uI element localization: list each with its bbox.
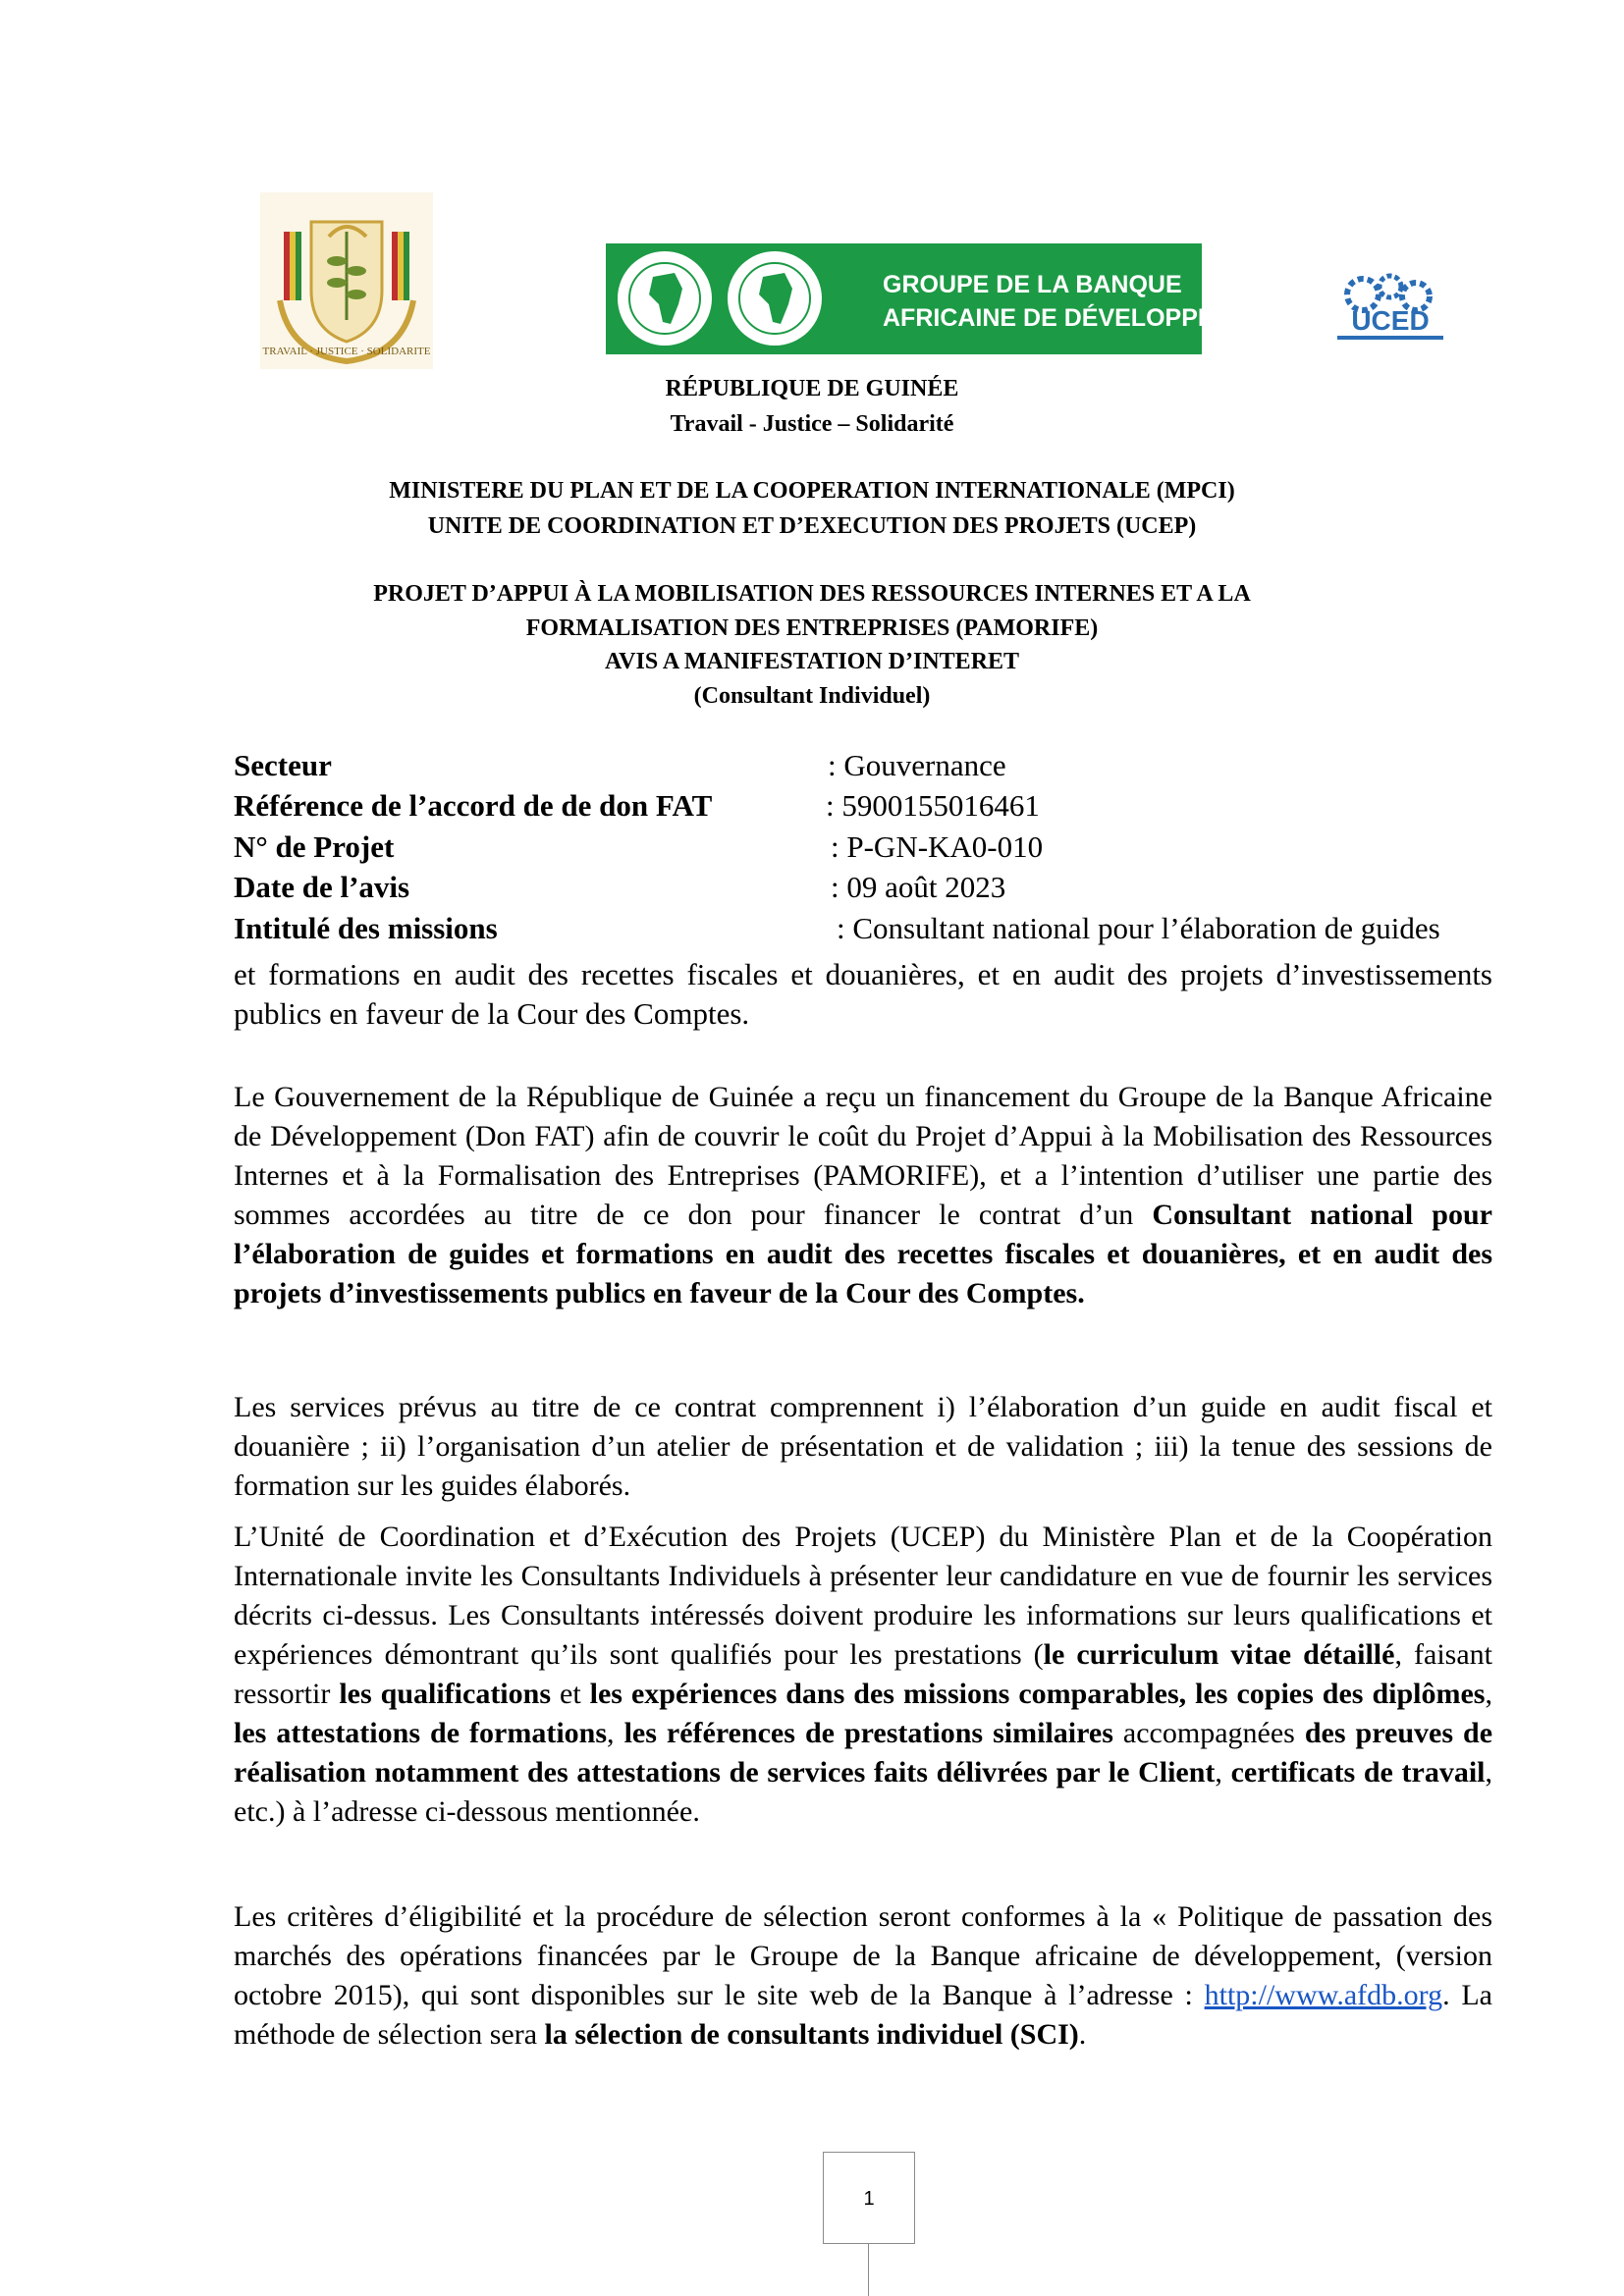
- paragraph-services: Les services prévus au titre de ce contrat comprennent i) l’élaboration d’un guide en audit fiscal et douanière ; ii) l’organisation d’un atelier de présentation et de validation ; iii) la tenue des sessions de formation sur les guides élaborés.: [234, 1391, 1492, 1502]
- page-number-box: [823, 2152, 915, 2244]
- p4-text-a: Les critères d’éligibilité et la procédure de sélection seront conformes à la « Politique de passation des marchés des opérations financées par le Groupe de la Banque africaine de développement, (version octobre 2015), qui sont disponibles sur le site web de la Banque à l’adresse :: [234, 1900, 1492, 2011]
- reference-label: Référence de l’accord de de don FAT: [234, 788, 713, 823]
- project-title-line2: FORMALISATION DES ENTREPRISES (PAMORIFE): [525, 615, 1099, 641]
- consultant-type: (Consultant Individuel): [693, 683, 931, 709]
- notice-title: AVIS A MANIFESTATION D’INTERET: [604, 649, 1020, 674]
- emblem-motto-text: TRAVAIL · JUSTICE · SOLIDARITE: [262, 346, 431, 357]
- p3-text-f: ,: [607, 1717, 624, 1749]
- afdb-banner-line2: AFRICAINE DE DÉVELOPPEMENT: [883, 304, 1284, 332]
- page-number: 1: [863, 2188, 875, 2210]
- paragraph-financing: [234, 1078, 1492, 1313]
- projet-label: N° de Projet: [234, 829, 395, 864]
- country-motto: Travail - Justice – Solidarité: [670, 411, 954, 437]
- intitule-value: : Consultant national pour l’élaboration de guides: [837, 911, 1440, 945]
- date-label: Date de l’avis: [234, 870, 410, 904]
- projet-value: : P-GN-KA0-010: [831, 829, 1044, 864]
- uced-logo-text: UCED: [1351, 305, 1430, 336]
- p3-bold-references: les références de prestations similaires: [623, 1717, 1113, 1749]
- ministry-title: MINISTERE DU PLAN ET DE LA COOPERATION INTERNATIONALE (MPCI): [389, 478, 1235, 504]
- paragraph-invitation: [234, 1518, 1492, 1832]
- p3-text-g: accompagnées: [1112, 1717, 1305, 1749]
- p4-bold-method: la sélection de consultants individuel (SCI): [544, 2018, 1079, 2051]
- p3-bold-experiences: les expériences dans des missions comparables, les copies des diplômes: [589, 1678, 1486, 1710]
- reference-value: : 5900155016461: [826, 788, 1040, 823]
- afdb-website-link[interactable]: http://www.afdb.org: [1204, 1979, 1443, 2011]
- afdb-group-logo: [606, 243, 1284, 354]
- p3-bold-certificats: certificats de travail: [1230, 1756, 1486, 1789]
- date-value: : 09 août 2023: [831, 870, 1006, 904]
- project-title-line1: PROJET D’APPUI À LA MOBILISATION DES RESSOURCES INTERNES ET A LA: [373, 581, 1251, 607]
- p3-text-d: et: [551, 1678, 590, 1710]
- p3-text-a: L’Unité de Coordination et d’Exécution des Projets (UCEP) du Ministère Plan et de la Coopération Internationale invite les Consultants Individuels à présenter leur candidature en vue de fournir les services décrits ci-dessus. Les Consultants intéressés doivent produire les informations sur leurs qualifications et expériences démontrant qu’ils sont qualifiés pour les prestations (: [234, 1521, 1492, 1671]
- guinea-emblem-logo: [260, 192, 433, 369]
- secteur-label: Secteur: [234, 748, 332, 782]
- afdb-banner-line1: GROUPE DE LA BANQUE: [883, 271, 1182, 298]
- p3-bold-cv: le curriculum vitae détaillé: [1043, 1638, 1395, 1671]
- p4-text-c: .: [1078, 2018, 1087, 2051]
- p3-bold-attestations: les attestations de formations: [234, 1717, 608, 1749]
- intitule-label: Intitulé des missions: [234, 911, 498, 945]
- uced-logo: [1324, 273, 1457, 344]
- p1-text: Le Gouvernement de la République de Guinée a reçu un financement du Groupe de la Banque Africaine de Développement (Don FAT) afin de couvrir le coût du Projet d’Appui à la Mobilisation des Ressources Internes et à la Formalisation des Entreprises (PAMORIFE), et a l’intention d’utiliser une partie des sommes accordées au titre de ce don pour financer le contrat d’un: [234, 1081, 1492, 1231]
- paragraph-eligibility: [234, 1897, 1492, 2055]
- p3-bold-preuves: des preuves de réalisation notamment des attestations de services faits délivrées par le Client: [234, 1717, 1493, 1789]
- page-number-connector: [868, 2244, 869, 2296]
- p3-bold-qualifications: les qualifications: [339, 1678, 551, 1710]
- p3-text-i: , etc.) à l’adresse ci-dessous mentionnée.: [234, 1756, 1493, 1828]
- p3-text-h: ,: [1215, 1756, 1231, 1789]
- country-title: RÉPUBLIQUE DE GUINÉE: [665, 376, 959, 401]
- p3-text-c: , faisant ressortir: [234, 1638, 1492, 1710]
- unit-title: UNITE DE COORDINATION ET D’EXECUTION DES PROJETS (UCEP): [427, 513, 1197, 539]
- p3-text-e: ,: [1485, 1678, 1492, 1710]
- p4-text-b: . La méthode de sélection sera: [234, 1979, 1492, 2051]
- p1-bold-mission: Consultant national pour l’élaboration de guides et formations en audit des recettes fiscales et douanières, et en audit des projets d’investissements publics en faveur de la Cour des Comptes.: [234, 1199, 1492, 1309]
- intitule-continuation: et formations en audit des recettes fiscales et douanières, et en audit des projets d’investissements publics en faveur de la Cour des Comptes.: [234, 957, 1492, 1031]
- secteur-value: : Gouvernance: [828, 748, 1006, 782]
